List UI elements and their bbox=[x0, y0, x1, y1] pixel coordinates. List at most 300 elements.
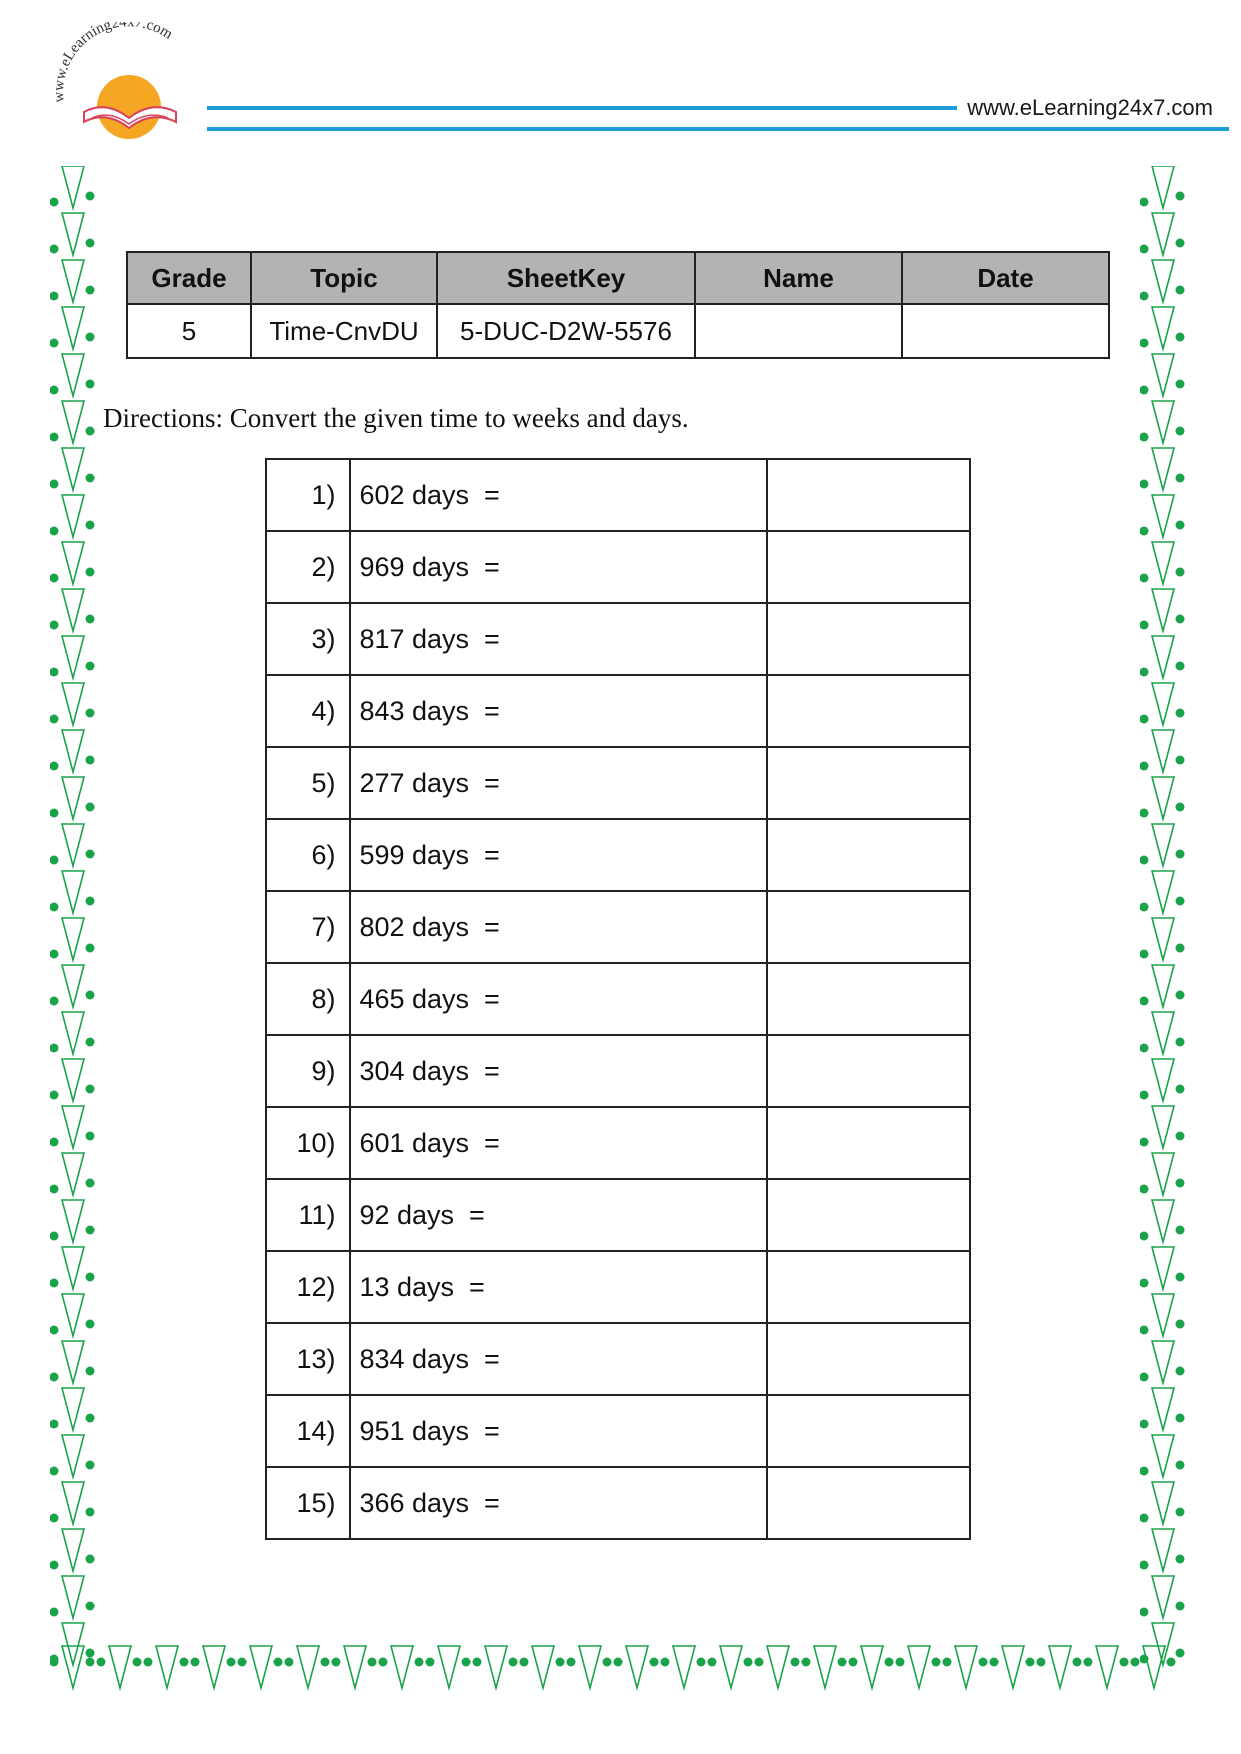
border-dot bbox=[520, 1658, 529, 1667]
question-number: 2) bbox=[266, 531, 350, 603]
answer-cell[interactable] bbox=[767, 747, 970, 819]
border-dot bbox=[86, 474, 95, 483]
border-dot bbox=[274, 1658, 283, 1667]
border-dot bbox=[1176, 286, 1185, 295]
border-dot bbox=[1026, 1658, 1035, 1667]
border-triangle bbox=[1152, 871, 1174, 913]
border-triangle bbox=[1152, 730, 1174, 772]
border-triangle bbox=[62, 1106, 84, 1148]
border-triangle bbox=[1152, 1388, 1174, 1430]
border-triangle bbox=[62, 1341, 84, 1383]
border-dot bbox=[1176, 991, 1185, 1000]
border-dot bbox=[1037, 1658, 1046, 1667]
border-dot bbox=[50, 1658, 59, 1667]
border-dot bbox=[1167, 1658, 1176, 1667]
border-dot bbox=[50, 997, 59, 1006]
border-triangle bbox=[579, 1646, 601, 1688]
border-dot bbox=[1140, 386, 1149, 395]
border-triangle bbox=[1152, 1529, 1174, 1571]
border-dot bbox=[1176, 662, 1185, 671]
border-triangle bbox=[62, 1388, 84, 1430]
question-number: 13) bbox=[266, 1323, 350, 1395]
question-row bbox=[266, 747, 970, 819]
border-dot bbox=[50, 1232, 59, 1241]
border-triangle bbox=[814, 1646, 836, 1688]
border-dot bbox=[86, 944, 95, 953]
border-dot bbox=[697, 1658, 706, 1667]
border-triangle bbox=[62, 307, 84, 349]
border-triangle bbox=[62, 730, 84, 772]
border-triangle bbox=[62, 542, 84, 584]
border-dot bbox=[1140, 1138, 1149, 1147]
border-dot bbox=[1176, 615, 1185, 624]
border-triangle bbox=[62, 1247, 84, 1289]
border-dot bbox=[50, 527, 59, 536]
answer-cell[interactable] bbox=[767, 1467, 970, 1539]
border-dot bbox=[86, 286, 95, 295]
border-dot bbox=[285, 1658, 294, 1667]
border-triangle bbox=[908, 1646, 930, 1688]
border-dot bbox=[1140, 1185, 1149, 1194]
site-logo bbox=[44, 22, 214, 152]
border-dot bbox=[238, 1658, 247, 1667]
border-triangle bbox=[1152, 260, 1174, 302]
border-triangle bbox=[1152, 1059, 1174, 1101]
border-dot bbox=[603, 1658, 612, 1667]
border-dot bbox=[379, 1658, 388, 1667]
border-dot bbox=[86, 709, 95, 718]
directions-text: Directions: Convert the given time to weeks and days. bbox=[103, 403, 689, 433]
border-dot bbox=[1140, 339, 1149, 348]
site-url: www.eLearning24x7.com bbox=[967, 95, 1213, 120]
border-triangle bbox=[1152, 307, 1174, 349]
border-dot bbox=[556, 1658, 565, 1667]
question-row bbox=[266, 963, 970, 1035]
border-dot bbox=[1176, 1367, 1185, 1376]
border-triangle bbox=[62, 495, 84, 537]
header-rule-bottom bbox=[207, 127, 1229, 131]
question-row bbox=[266, 819, 970, 891]
border-triangle bbox=[1152, 918, 1174, 960]
border-triangle bbox=[62, 213, 84, 255]
border-dot bbox=[614, 1658, 623, 1667]
border-dot bbox=[1176, 1273, 1185, 1282]
border-dot bbox=[50, 668, 59, 677]
question-row bbox=[266, 1179, 970, 1251]
border-dot bbox=[50, 292, 59, 301]
border-triangle bbox=[62, 166, 84, 208]
header-grade: Grade bbox=[127, 252, 251, 304]
border-triangle bbox=[1152, 1200, 1174, 1242]
border-dot bbox=[50, 856, 59, 865]
border-dot bbox=[509, 1658, 518, 1667]
border-dot bbox=[1176, 1602, 1185, 1611]
border-dot bbox=[191, 1658, 200, 1667]
border-triangle bbox=[485, 1646, 507, 1688]
border-triangle bbox=[1152, 683, 1174, 725]
border-dot bbox=[426, 1658, 435, 1667]
left-decorative-border bbox=[50, 166, 100, 1706]
border-dot bbox=[50, 1091, 59, 1100]
border-dot bbox=[86, 1602, 95, 1611]
border-dot bbox=[1140, 809, 1149, 818]
answer-cell[interactable] bbox=[767, 459, 970, 531]
border-dot bbox=[1176, 239, 1185, 248]
border-triangle bbox=[62, 1482, 84, 1524]
border-dot bbox=[1140, 1467, 1149, 1476]
answer-cell[interactable] bbox=[767, 603, 970, 675]
border-triangle bbox=[1152, 777, 1174, 819]
border-triangle bbox=[1152, 401, 1174, 443]
border-triangle bbox=[767, 1646, 789, 1688]
border-dot bbox=[1176, 521, 1185, 530]
sheetkey-value: 5-DUC-D2W-5576 bbox=[437, 304, 695, 358]
border-triangle bbox=[62, 589, 84, 631]
border-dot bbox=[97, 1658, 106, 1667]
border-triangle bbox=[62, 824, 84, 866]
border-dot bbox=[133, 1658, 142, 1667]
border-dot bbox=[50, 809, 59, 818]
border-dot bbox=[50, 1420, 59, 1429]
border-triangle bbox=[1152, 542, 1174, 584]
answer-cell[interactable] bbox=[767, 1251, 970, 1323]
border-triangle bbox=[62, 448, 84, 490]
border-dot bbox=[180, 1658, 189, 1667]
border-triangle bbox=[720, 1646, 742, 1688]
border-triangle bbox=[1152, 495, 1174, 537]
border-dot bbox=[50, 1608, 59, 1617]
border-triangle bbox=[1152, 824, 1174, 866]
border-dot bbox=[50, 1185, 59, 1194]
border-triangle bbox=[438, 1646, 460, 1688]
border-dot bbox=[50, 245, 59, 254]
border-dot bbox=[50, 903, 59, 912]
border-dot bbox=[1140, 1373, 1149, 1382]
border-triangle bbox=[62, 1576, 84, 1618]
border-dot bbox=[86, 1320, 95, 1329]
topic-value: Time-CnvDU bbox=[251, 304, 437, 358]
border-dot bbox=[1176, 568, 1185, 577]
border-dot bbox=[50, 1138, 59, 1147]
logo-text: www.eLearning24x7.com bbox=[51, 22, 176, 103]
border-dot bbox=[1176, 192, 1185, 201]
border-dot bbox=[1084, 1658, 1093, 1667]
border-dot bbox=[86, 1508, 95, 1517]
border-dot bbox=[1140, 1232, 1149, 1241]
border-dot bbox=[50, 1326, 59, 1335]
border-dot bbox=[86, 850, 95, 859]
border-dot bbox=[144, 1658, 153, 1667]
border-dot bbox=[1140, 997, 1149, 1006]
border-triangle bbox=[62, 1435, 84, 1477]
question-number: 15) bbox=[266, 1467, 350, 1539]
border-dot bbox=[1140, 1326, 1149, 1335]
date-field[interactable] bbox=[902, 304, 1109, 358]
question-row bbox=[266, 1035, 970, 1107]
question-number: 7) bbox=[266, 891, 350, 963]
border-dot bbox=[50, 198, 59, 207]
border-dot bbox=[86, 1414, 95, 1423]
border-dot bbox=[86, 521, 95, 530]
border-dot bbox=[1140, 1044, 1149, 1053]
border-dot bbox=[1140, 245, 1149, 254]
question-expression: 601 days = bbox=[350, 1107, 766, 1179]
border-triangle bbox=[1152, 1341, 1174, 1383]
answer-cell[interactable] bbox=[767, 531, 970, 603]
border-triangle bbox=[1152, 636, 1174, 678]
border-dot bbox=[86, 1179, 95, 1188]
answer-cell[interactable] bbox=[767, 675, 970, 747]
border-dot bbox=[1176, 1461, 1185, 1470]
border-dot bbox=[86, 803, 95, 812]
border-triangle bbox=[1152, 354, 1174, 396]
answer-cell[interactable] bbox=[767, 1323, 970, 1395]
border-dot bbox=[86, 897, 95, 906]
question-row bbox=[266, 1395, 970, 1467]
border-dot bbox=[1176, 803, 1185, 812]
border-dot bbox=[50, 339, 59, 348]
header-sheetkey: SheetKey bbox=[437, 252, 695, 304]
question-number: 1) bbox=[266, 459, 350, 531]
border-dot bbox=[1176, 474, 1185, 483]
question-expression: 834 days = bbox=[350, 1323, 766, 1395]
border-dot bbox=[86, 1555, 95, 1564]
border-dot bbox=[332, 1658, 341, 1667]
question-number: 14) bbox=[266, 1395, 350, 1467]
question-expression: 599 days = bbox=[350, 819, 766, 891]
answer-cell[interactable] bbox=[767, 1395, 970, 1467]
border-dot bbox=[86, 568, 95, 577]
question-number: 11) bbox=[266, 1179, 350, 1251]
border-dot bbox=[50, 950, 59, 959]
border-triangle bbox=[1096, 1646, 1118, 1688]
border-dot bbox=[650, 1658, 659, 1667]
border-triangle bbox=[62, 1153, 84, 1195]
border-dot bbox=[1176, 1508, 1185, 1517]
border-triangle bbox=[62, 1529, 84, 1571]
border-dot bbox=[1176, 944, 1185, 953]
border-dot bbox=[802, 1658, 811, 1667]
border-dot bbox=[86, 615, 95, 624]
border-triangle bbox=[1152, 1012, 1174, 1054]
answer-cell[interactable] bbox=[767, 963, 970, 1035]
worksheet-info-table bbox=[126, 251, 1110, 359]
question-expression: 92 days = bbox=[350, 1179, 766, 1251]
border-triangle bbox=[1049, 1646, 1071, 1688]
border-triangle bbox=[62, 918, 84, 960]
border-dot bbox=[661, 1658, 670, 1667]
border-dot bbox=[1140, 1279, 1149, 1288]
border-triangle bbox=[62, 777, 84, 819]
border-triangle bbox=[1152, 1435, 1174, 1477]
border-dot bbox=[1176, 1132, 1185, 1141]
border-dot bbox=[473, 1658, 482, 1667]
right-decorative-border bbox=[1140, 166, 1190, 1706]
border-dot bbox=[1176, 333, 1185, 342]
border-triangle bbox=[344, 1646, 366, 1688]
question-expression: 277 days = bbox=[350, 747, 766, 819]
border-dot bbox=[1176, 1414, 1185, 1423]
border-triangle bbox=[532, 1646, 554, 1688]
border-triangle bbox=[109, 1646, 131, 1688]
border-triangle bbox=[62, 871, 84, 913]
border-dot bbox=[86, 333, 95, 342]
border-triangle bbox=[1002, 1646, 1024, 1688]
answer-cell[interactable] bbox=[767, 1035, 970, 1107]
question-row bbox=[266, 1467, 970, 1539]
border-dot bbox=[415, 1658, 424, 1667]
question-number: 3) bbox=[266, 603, 350, 675]
answer-cell[interactable] bbox=[767, 819, 970, 891]
border-dot bbox=[1140, 668, 1149, 677]
border-dot bbox=[86, 192, 95, 201]
question-number: 12) bbox=[266, 1251, 350, 1323]
border-dot bbox=[1176, 380, 1185, 389]
border-dot bbox=[838, 1658, 847, 1667]
border-triangle bbox=[1152, 1247, 1174, 1289]
border-dot bbox=[1140, 292, 1149, 301]
border-dot bbox=[708, 1658, 717, 1667]
border-dot bbox=[227, 1658, 236, 1667]
border-dot bbox=[1120, 1658, 1129, 1667]
border-triangle bbox=[62, 683, 84, 725]
border-dot bbox=[50, 1561, 59, 1570]
border-dot bbox=[1176, 427, 1185, 436]
border-triangle bbox=[1152, 448, 1174, 490]
border-dot bbox=[86, 1132, 95, 1141]
border-dot bbox=[86, 1038, 95, 1047]
name-field[interactable] bbox=[695, 304, 902, 358]
border-dot bbox=[1176, 1038, 1185, 1047]
border-triangle bbox=[1143, 1646, 1165, 1688]
border-dot bbox=[50, 1373, 59, 1382]
border-dot bbox=[368, 1658, 377, 1667]
border-dot bbox=[86, 239, 95, 248]
border-dot bbox=[1176, 1555, 1185, 1564]
border-dot bbox=[86, 427, 95, 436]
border-dot bbox=[86, 1461, 95, 1470]
border-dot bbox=[86, 1085, 95, 1094]
border-dot bbox=[1176, 1226, 1185, 1235]
border-dot bbox=[885, 1658, 894, 1667]
border-triangle bbox=[1152, 1576, 1174, 1618]
border-triangle bbox=[62, 1646, 84, 1688]
border-dot bbox=[744, 1658, 753, 1667]
question-expression: 13 days = bbox=[350, 1251, 766, 1323]
question-row bbox=[266, 891, 970, 963]
border-triangle bbox=[62, 354, 84, 396]
border-triangle bbox=[1152, 1482, 1174, 1524]
border-dot bbox=[86, 991, 95, 1000]
border-dot bbox=[896, 1658, 905, 1667]
border-triangle bbox=[156, 1646, 178, 1688]
border-dot bbox=[50, 433, 59, 442]
border-dot bbox=[1140, 1514, 1149, 1523]
border-dot bbox=[1140, 856, 1149, 865]
border-dot bbox=[50, 1514, 59, 1523]
border-dot bbox=[321, 1658, 330, 1667]
border-dot bbox=[1176, 756, 1185, 765]
question-number: 4) bbox=[266, 675, 350, 747]
border-dot bbox=[1176, 1085, 1185, 1094]
question-row bbox=[266, 603, 970, 675]
border-triangle bbox=[861, 1646, 883, 1688]
question-number: 6) bbox=[266, 819, 350, 891]
question-row bbox=[266, 1251, 970, 1323]
border-dot bbox=[50, 1044, 59, 1053]
border-dot bbox=[50, 762, 59, 771]
border-dot bbox=[50, 1279, 59, 1288]
border-dot bbox=[1140, 480, 1149, 489]
border-dot bbox=[990, 1658, 999, 1667]
border-dot bbox=[755, 1658, 764, 1667]
questions-table bbox=[265, 458, 971, 1540]
border-dot bbox=[1140, 1561, 1149, 1570]
border-dot bbox=[50, 621, 59, 630]
border-dot bbox=[1073, 1658, 1082, 1667]
border-dot bbox=[86, 662, 95, 671]
header-date: Date bbox=[902, 252, 1109, 304]
border-dot bbox=[50, 480, 59, 489]
border-triangle bbox=[391, 1646, 413, 1688]
border-dot bbox=[1176, 850, 1185, 859]
answer-cell[interactable] bbox=[767, 1107, 970, 1179]
border-triangle bbox=[62, 1059, 84, 1101]
question-number: 8) bbox=[266, 963, 350, 1035]
question-row bbox=[266, 1323, 970, 1395]
question-expression: 802 days = bbox=[350, 891, 766, 963]
border-triangle bbox=[297, 1646, 319, 1688]
grade-value: 5 bbox=[127, 304, 251, 358]
border-triangle bbox=[250, 1646, 272, 1688]
border-triangle bbox=[626, 1646, 648, 1688]
question-number: 5) bbox=[266, 747, 350, 819]
border-triangle bbox=[62, 260, 84, 302]
border-dot bbox=[50, 574, 59, 583]
border-dot bbox=[1140, 903, 1149, 912]
border-triangle bbox=[1152, 166, 1174, 208]
border-dot bbox=[50, 1467, 59, 1476]
question-row bbox=[266, 1107, 970, 1179]
header-name: Name bbox=[695, 252, 902, 304]
border-dot bbox=[1140, 762, 1149, 771]
border-dot bbox=[86, 1273, 95, 1282]
border-dot bbox=[86, 1226, 95, 1235]
border-dot bbox=[1140, 1091, 1149, 1100]
border-dot bbox=[1140, 1608, 1149, 1617]
border-triangle bbox=[673, 1646, 695, 1688]
question-expression: 951 days = bbox=[350, 1395, 766, 1467]
question-expression: 366 days = bbox=[350, 1467, 766, 1539]
border-triangle bbox=[62, 636, 84, 678]
border-triangle bbox=[62, 1294, 84, 1336]
border-dot bbox=[567, 1658, 576, 1667]
border-dot bbox=[1176, 1179, 1185, 1188]
border-dot bbox=[932, 1658, 941, 1667]
border-dot bbox=[1176, 1320, 1185, 1329]
answer-cell[interactable] bbox=[767, 891, 970, 963]
border-triangle bbox=[62, 1200, 84, 1242]
border-triangle bbox=[62, 965, 84, 1007]
question-expression: 969 days = bbox=[350, 531, 766, 603]
border-dot bbox=[1131, 1658, 1140, 1667]
border-dot bbox=[1140, 621, 1149, 630]
border-dot bbox=[50, 715, 59, 724]
question-expression: 817 days = bbox=[350, 603, 766, 675]
answer-cell[interactable] bbox=[767, 1179, 970, 1251]
border-dot bbox=[1176, 897, 1185, 906]
border-dot bbox=[943, 1658, 952, 1667]
